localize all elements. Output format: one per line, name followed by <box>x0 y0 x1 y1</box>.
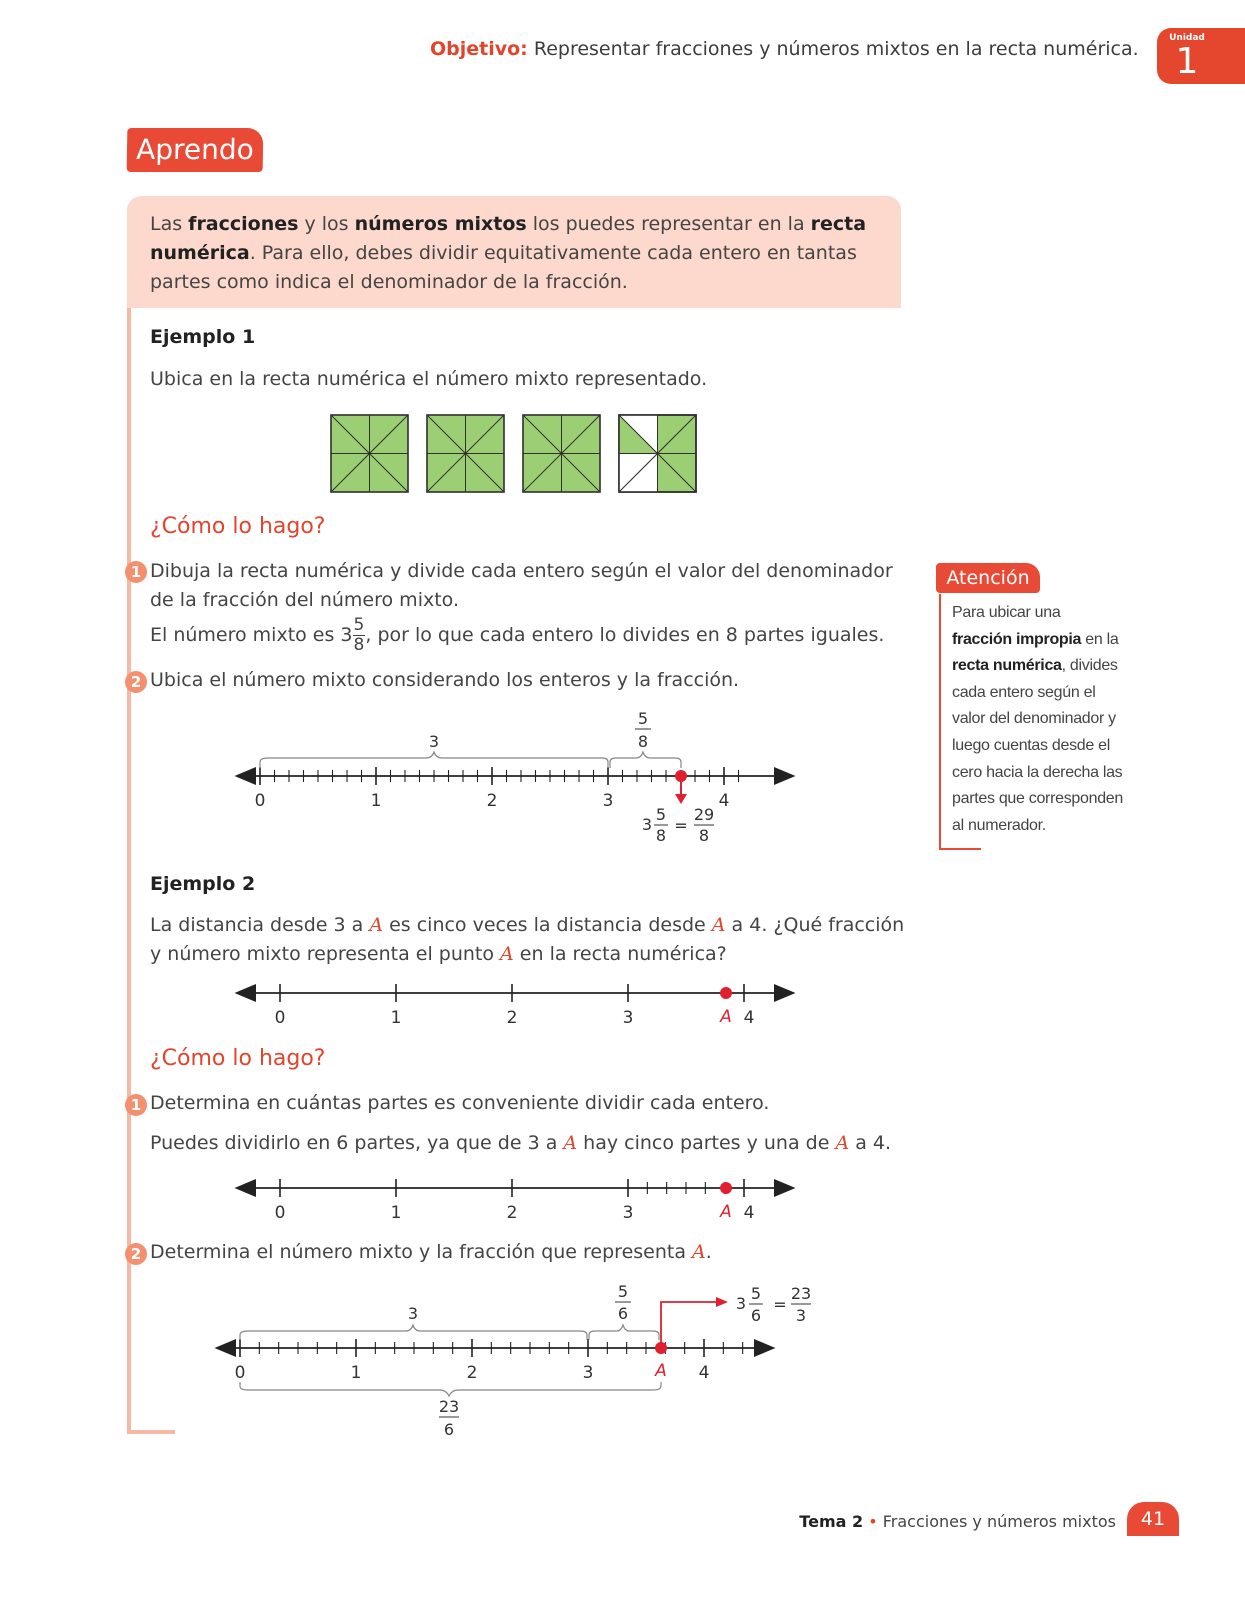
tick-label-2: 2 <box>466 1363 478 1383</box>
ex1-detail-num: 5 <box>353 615 365 635</box>
nl2-labels <box>275 1008 755 1028</box>
number-line-4 <box>200 1278 820 1448</box>
example1-how-title: ¿Cómo lo hago? <box>150 514 326 539</box>
page-number: 41 <box>1127 1502 1179 1536</box>
tick-label-2: 2 <box>486 791 498 811</box>
tick-label-3: 3 <box>622 1203 634 1223</box>
nl4-red-connector <box>661 1302 718 1348</box>
example2-step1-detail <box>150 1129 891 1158</box>
footer-tema: Tema 2 <box>799 1512 864 1531</box>
example2-step2-text <box>150 1238 712 1267</box>
footer <box>760 1512 1116 1531</box>
tick-label-3: 3 <box>622 1008 634 1028</box>
tick-label-0: 0 <box>274 1008 286 1028</box>
tick-label-4: 4 <box>743 1008 755 1028</box>
tick-label-1: 1 <box>390 1203 402 1223</box>
nl1-brace-frac-den: 8 <box>637 732 649 751</box>
ex2-s2A: A <box>692 1241 706 1263</box>
nl1-result-whole: 3 <box>641 815 653 834</box>
square-partial <box>619 415 696 492</box>
left-rule-corner <box>127 1430 175 1434</box>
nl1-brace-frac-num: 5 <box>637 709 649 728</box>
number-line-1 <box>220 700 820 860</box>
tick-label-0: 0 <box>254 791 266 811</box>
example1-title: Ejemplo 1 <box>150 326 256 348</box>
atencion-text <box>952 600 1124 839</box>
nl3-point <box>720 1182 732 1194</box>
tick-label-4: 4 <box>743 1203 755 1223</box>
tick-label-1: 1 <box>370 791 382 811</box>
nl1-brace-whole <box>260 752 608 768</box>
example2-statement <box>150 911 910 969</box>
intro-text <box>150 210 890 297</box>
nl1-brace-frac <box>610 752 681 768</box>
square-full-2 <box>427 415 504 492</box>
nl2-point-label: A <box>720 1007 732 1027</box>
ex2-a3: A <box>500 943 514 965</box>
tick-label-3: 3 <box>582 1363 594 1383</box>
ex2-s3: a 4. ¿Qué fracción y número mixto representa el punto <box>150 914 905 965</box>
nl4-result-impr-num: 23 <box>790 1284 812 1303</box>
nl2-point <box>720 987 732 999</box>
at-t3: , divides cada entero según el valor del denominador y luego cuentas desde el cero hacia la derecha las partes que corresponden al numerador. <box>952 657 1123 834</box>
nl1-brace-whole-label: 3 <box>428 732 440 751</box>
example2-step2-badge: 2 <box>125 1243 147 1265</box>
nl3-point-label: A <box>720 1202 732 1222</box>
section-title: Aprendo <box>127 128 264 172</box>
ex1-detail-b: , por lo que cada entero lo divides en 8 partes iguales. <box>365 624 885 646</box>
ex1-detail-den: 8 <box>353 635 365 655</box>
example1-statement: Ubica en la recta numérica el número mixto representado. <box>150 368 708 390</box>
intro-t1: Las <box>150 213 189 235</box>
example2-step1-text: Determina en cuántas partes es conveniente dividir cada entero. <box>150 1092 770 1114</box>
atencion-rule <box>939 594 941 848</box>
square-full-1 <box>331 415 408 492</box>
at-b1: fracción impropia <box>952 630 1082 648</box>
nl4-result-impr-den: 3 <box>795 1306 807 1325</box>
nl1-result-impr-num: 29 <box>693 805 715 824</box>
nl4-brace-frac-den: 6 <box>617 1304 629 1323</box>
ex2-d3: a 4. <box>849 1132 892 1154</box>
intro-b1: fracciones <box>188 213 299 235</box>
example2-title: Ejemplo 2 <box>150 873 256 895</box>
number-line-3 <box>220 1170 820 1230</box>
nl4-brace-whole <box>240 1325 587 1340</box>
atencion-rule-bottom <box>939 848 981 850</box>
tick-label-4: 4 <box>698 1363 710 1383</box>
unit-number: 1 <box>1175 41 1199 82</box>
at-b2: recta numérica <box>952 657 1062 675</box>
tick-label-1: 1 <box>350 1363 362 1383</box>
nl4-under-den: 6 <box>443 1420 455 1439</box>
ex2-s4: en la recta numérica? <box>513 943 727 965</box>
nl4-under-num: 23 <box>438 1397 460 1416</box>
ex2-s1: La distancia desde 3 a <box>150 914 370 936</box>
ex1-detail-a: El número mixto es 3 <box>150 624 353 646</box>
nl4-brace-whole-label: 3 <box>407 1304 419 1323</box>
nl4-right-arrow <box>716 1297 728 1307</box>
nl4-result-den: 6 <box>750 1306 762 1325</box>
tick-label-2: 2 <box>506 1008 518 1028</box>
nl4-brace-frac <box>589 1325 659 1340</box>
example1-step2-badge: 2 <box>125 671 147 693</box>
nl4-labels <box>235 1363 710 1383</box>
left-rule <box>127 308 131 1434</box>
tick-label-0: 0 <box>274 1203 286 1223</box>
example2-step1-badge: 1 <box>125 1094 147 1116</box>
footer-bullet: • <box>868 1512 878 1531</box>
nl1-result-den: 8 <box>655 826 667 845</box>
intro-b2: números mixtos <box>354 213 527 235</box>
tick-label-1: 1 <box>390 1008 402 1028</box>
objective <box>430 38 1139 60</box>
nl1-result-impr-den: 8 <box>698 826 710 845</box>
example1-step1-detail <box>150 616 884 655</box>
intro-t3: los puedes representar en la <box>526 213 811 235</box>
footer-title: Fracciones y números mixtos <box>882 1512 1116 1531</box>
ex1-detail-fraction <box>353 616 366 655</box>
fraction-squares <box>328 412 700 496</box>
example1-step2-text: Ubica el número mixto considerando los enteros y la fracción. <box>150 669 740 691</box>
atencion-title: Atención <box>936 563 1040 593</box>
nl1-down-arrow <box>675 794 687 804</box>
nl1-point <box>675 770 687 782</box>
ex2-a1: A <box>369 914 384 936</box>
tick-label-3: 3 <box>602 791 614 811</box>
ex2-dA1: A <box>563 1132 578 1154</box>
nl1-result-num: 5 <box>655 805 667 824</box>
nl4-result-whole: 3 <box>735 1294 747 1313</box>
intro-b3: recta numérica <box>150 213 867 264</box>
at-t1: Para ubicar una <box>952 604 1061 621</box>
objective-label: Objetivo: <box>430 38 528 60</box>
ex2-d2: hay cinco partes y una de <box>577 1132 836 1154</box>
ex2-a2: A <box>711 914 726 936</box>
nl3-labels <box>275 1203 755 1223</box>
square-full-3 <box>523 415 600 492</box>
at-t2: en la <box>1081 630 1119 648</box>
nl4-result-num: 5 <box>750 1284 762 1303</box>
example1-step1-text: Dibuja la recta numérica y divide cada entero según el valor del denominador de la fracción del número mixto. <box>150 560 893 611</box>
nl4-point <box>655 1342 667 1354</box>
intro-t2: y los <box>298 213 355 235</box>
ex2-s2a: Determina el número mixto y la fracción que representa <box>150 1241 693 1263</box>
ex2-s2: es cinco veces la distancia desde <box>383 914 712 936</box>
number-line-2 <box>220 975 820 1035</box>
ex2-d1: Puedes dividirlo en 6 partes, ya que de 3 a <box>150 1132 564 1154</box>
nl1-result-eq: = <box>674 816 688 835</box>
unit-label: Unidad <box>1169 33 1205 43</box>
tick-label-0: 0 <box>234 1363 246 1383</box>
ex2-s2b: . <box>705 1241 712 1263</box>
nl4-brace-frac-num: 5 <box>617 1282 629 1301</box>
tick-label-2: 2 <box>506 1203 518 1223</box>
tick-label-4: 4 <box>718 791 730 811</box>
example2-how-title: ¿Cómo lo hago? <box>150 1046 326 1071</box>
ex2-dA2: A <box>835 1132 850 1154</box>
nl4-brace-under <box>240 1382 661 1396</box>
objective-text: Representar fracciones y números mixtos en la recta numérica. <box>533 38 1139 60</box>
intro-t4: . Para ello, debes dividir equitativamente cada entero en tantas partes como indica el denominador de la fracción. <box>150 242 857 293</box>
nl4-point-label: A <box>655 1361 667 1381</box>
example1-step1-badge: 1 <box>125 561 147 583</box>
nl4-result-eq: = <box>773 1295 787 1314</box>
